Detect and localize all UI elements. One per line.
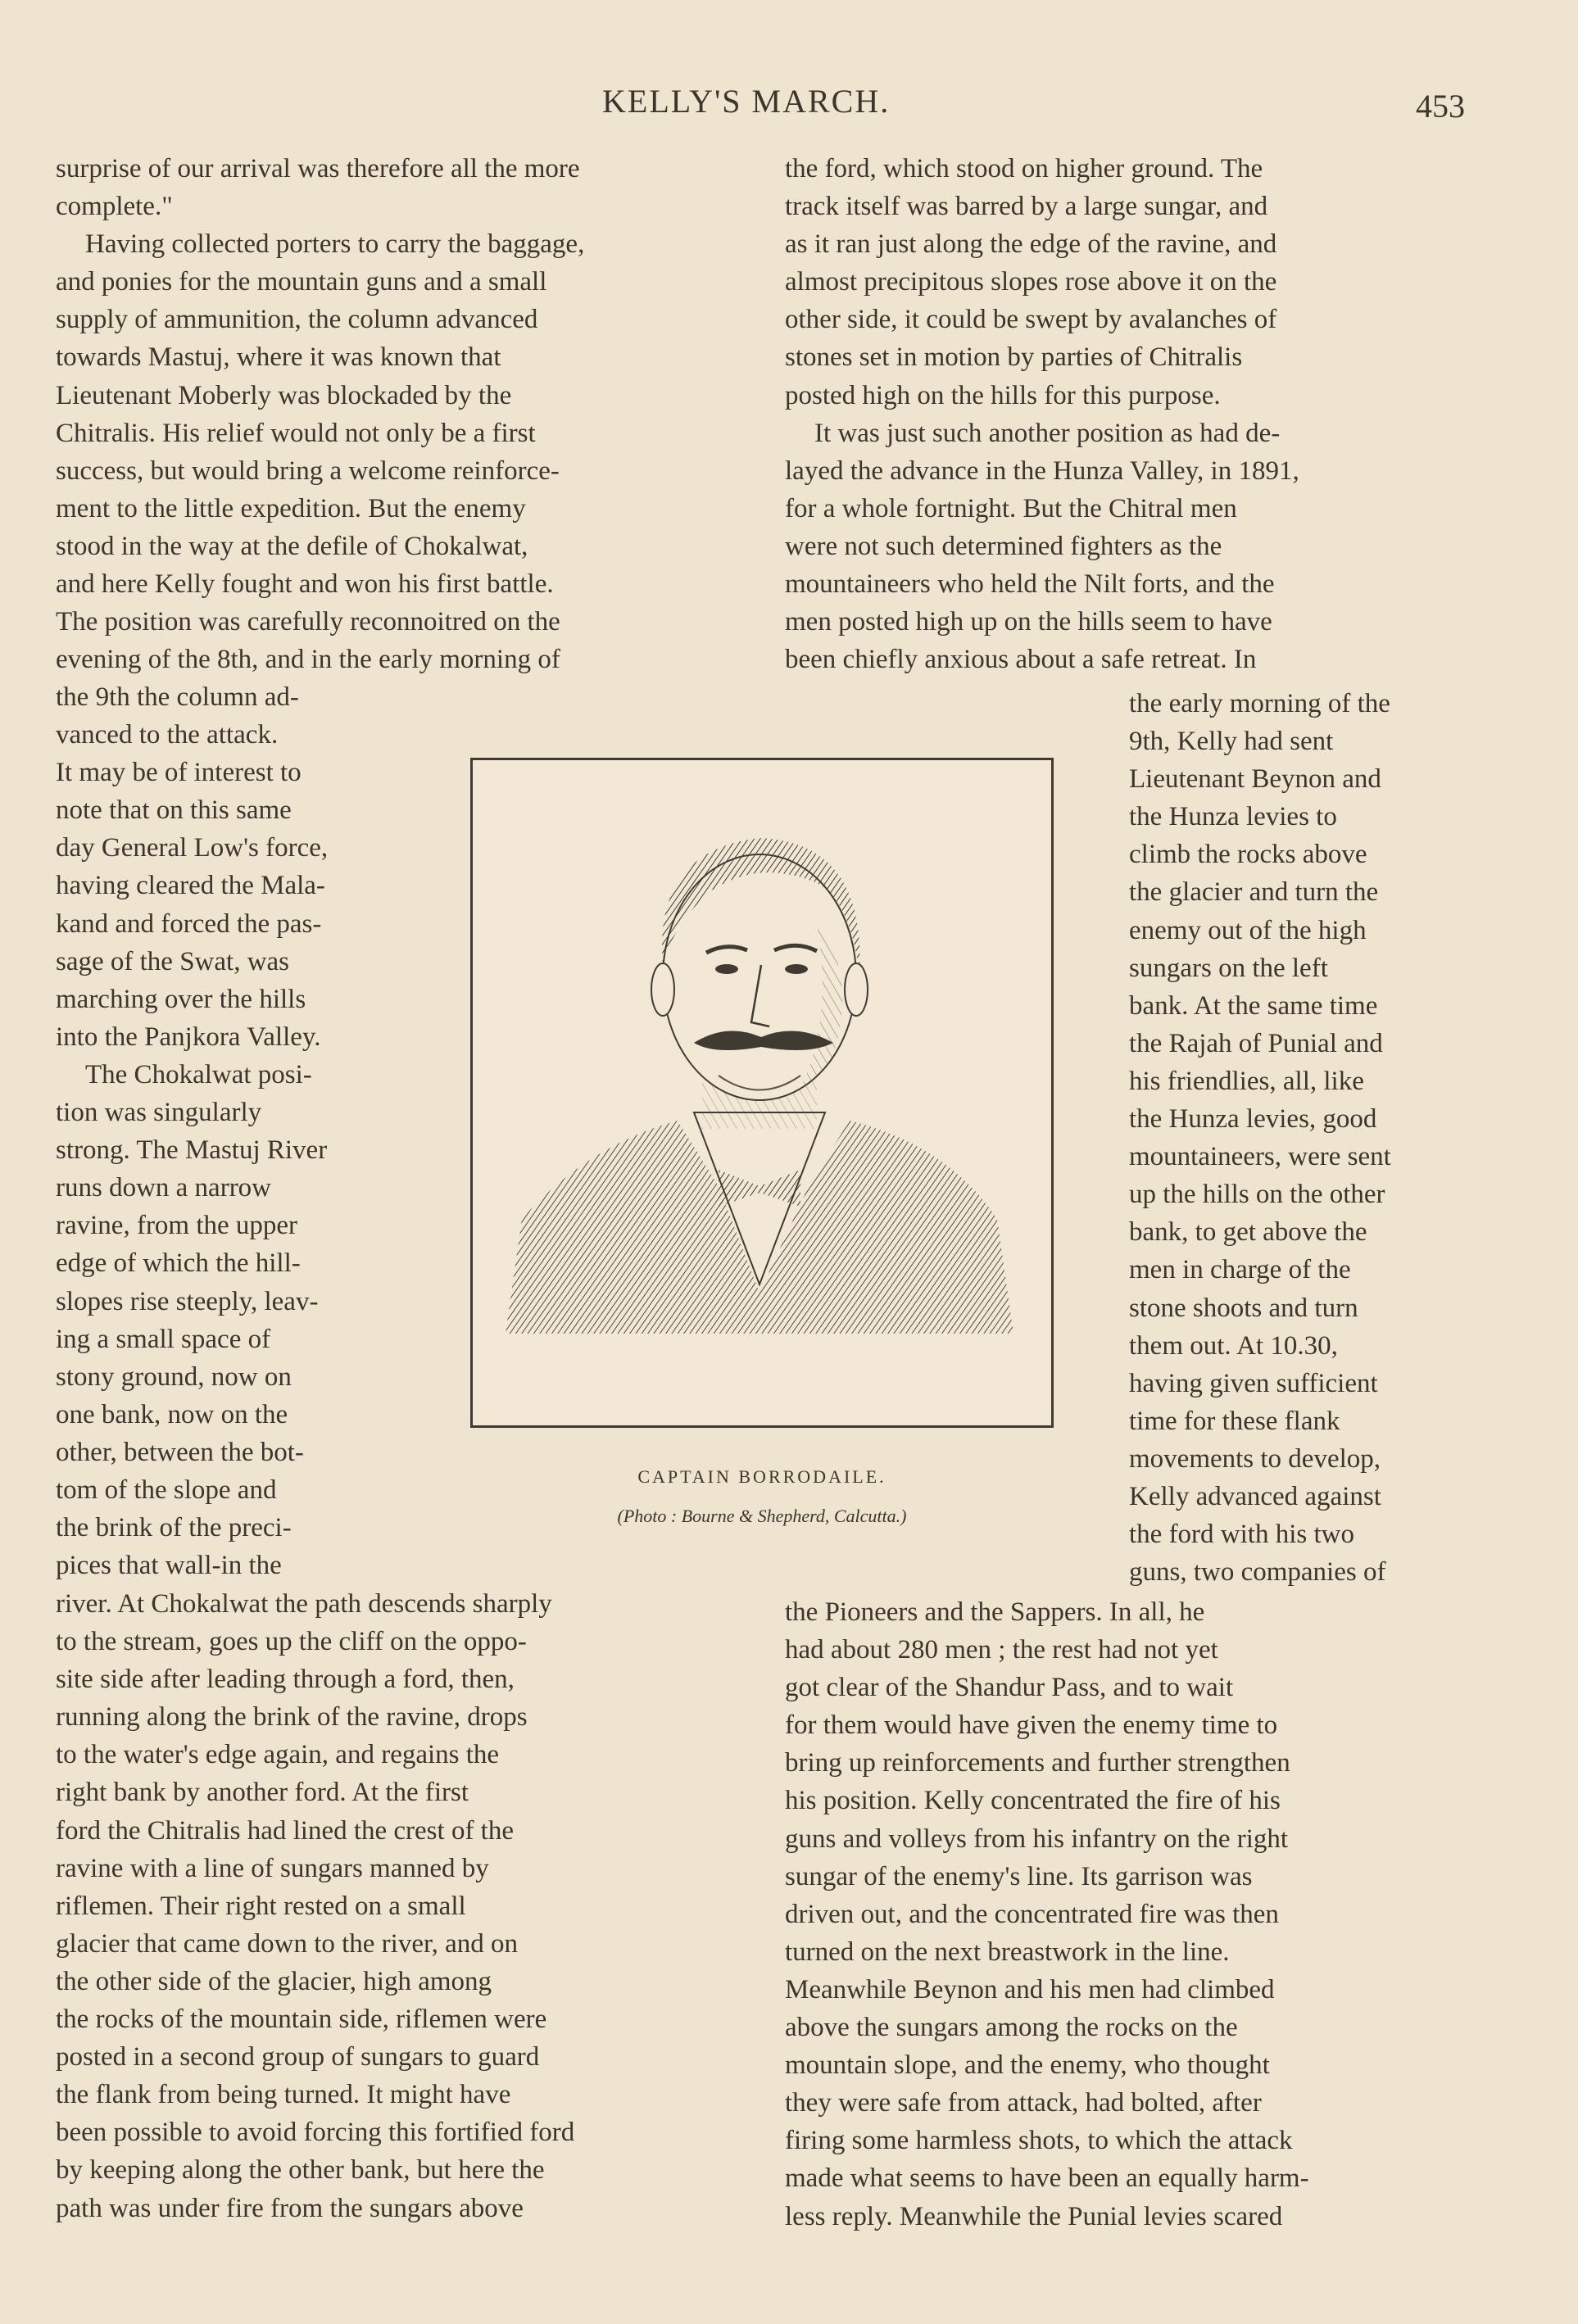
text-line: day General Low's force, [56,833,329,863]
text-line: climb the rocks above [1129,840,1367,870]
text-line: movements to develop, [1129,1443,1381,1474]
text-line: ford the Chitralis had lined the crest of the [56,1815,515,1846]
text-line: mountain slope, and the enemy, who thought [785,2050,1270,2081]
text-line: sungars on the left [1129,953,1328,983]
text-line: into the Panjkora Valley. [56,1022,321,1052]
text-line: less reply. Meanwhile the Punial levies scared [785,2201,1283,2231]
text-line: above the sungars among the rocks on the [785,2013,1238,2043]
right-column-bottom [785,1593,1483,2236]
text-line: bring up reinforcements and further strengthen [785,1748,1290,1778]
text-line: his position. Kelly concentrated the fire of his [785,1786,1281,1816]
text-line: the brink of the preci- [56,1513,292,1543]
text-line: stood in the way at the defile of Chokalwat, [56,531,528,561]
text-line: almost precipitous slopes rose above it on the [785,267,1277,297]
right-column-top [785,150,1483,678]
text-line: up the hills on the other [1129,1180,1385,1210]
text-line: towards Mastuj, where it was known that [56,342,501,373]
text-line: The Chokalwat posi- [85,1059,312,1090]
text-line: ravine, from the upper [56,1211,298,1241]
text-line: The position was carefully reconnoitred on the [56,607,560,637]
text-line: ravine with a line of sungars manned by [56,1853,489,1883]
portrait-engraving [473,760,1051,1425]
text-line: tion was singularly [56,1098,262,1128]
text-line: complete." [56,192,173,222]
text-line: Lieutenant Moberly was blockaded by the [56,380,512,410]
text-line: the rocks of the mountain side, riflemen were [56,2005,547,2035]
text-line: bank. At the same time [1129,990,1378,1021]
text-line: they were safe from attack, had bolted, after [785,2088,1262,2118]
text-line: Lieutenant Beynon and [1129,764,1381,795]
text-line: for a whole fortnight. But the Chitral men [785,493,1237,523]
figure-caption: CAPTAIN BORRODAILE. [637,1466,886,1487]
text-line: ment to the little expedition. But the enemy [56,493,526,523]
text-line: running along the brink of the ravine, drops [56,1702,528,1733]
text-line: men posted high up on the hills seem to have [785,607,1272,637]
text-line: riflemen. Their right rested on a small [56,1891,466,1921]
text-line: Having collected porters to carry the baggage, [85,229,585,260]
text-line: mountaineers, were sent [1129,1142,1391,1172]
text-line: sage of the Swat, was [56,946,290,976]
left-column-top [56,150,744,678]
text-line: had about 280 men ; the rest had not yet [785,1635,1218,1665]
text-line: his friendlies, all, like [1129,1066,1364,1096]
text-line: site side after leading through a ford, then, [56,1665,515,1695]
text-line: ing a small space of [56,1324,271,1354]
text-line: stones set in motion by parties of Chitralis [785,342,1243,373]
text-line: time for these flank [1129,1406,1340,1436]
text-line: layed the advance in the Hunza Valley, in 1891, [785,455,1299,486]
text-line: the other side of the glacier, high among [56,1966,492,1996]
text-line: tom of the slope and [56,1475,277,1505]
text-line: been possible to avoid forcing this fortified ford [56,2118,575,2148]
text-line: got clear of the Shandur Pass, and to wait [785,1673,1234,1703]
text-line: sungar of the enemy's line. Its garrison was [785,1861,1253,1891]
text-line: the glacier and turn the [1129,877,1379,908]
text-line: edge of which the hill- [56,1248,301,1279]
text-line: the ford with his two [1129,1520,1354,1550]
text-line: 9th, Kelly had sent [1129,727,1334,757]
text-line: men in charge of the [1129,1255,1351,1285]
text-line: river. At Chokalwat the path descends sharply [56,1589,552,1619]
text-line: strong. The Mastuj River [56,1135,328,1166]
text-line: as it ran just along the edge of the ravine, and [785,229,1277,260]
text-line: supply of ammunition, the column advanced [56,305,538,335]
text-line: vanced to the attack. [56,720,279,750]
text-line: made what seems to have been an equally harm- [785,2163,1309,2194]
text-line: turned on the next breastwork in the line. [785,1937,1230,1967]
text-line: Kelly advanced against [1129,1481,1381,1511]
text-line: track itself was barred by a large sungar, and [785,192,1268,222]
text-line: evening of the 8th, and in the early morning of [56,645,560,675]
text-line: note that on this same [56,795,292,826]
text-line: driven out, and the concentrated fire was then [785,1899,1279,1929]
text-line: by keeping along the other bank, but here the [56,2155,545,2186]
text-line: to the stream, goes up the cliff on the oppo- [56,1627,527,1657]
text-line: path was under fire from the sungars above [56,2193,524,2223]
text-line: enemy out of the high [1129,915,1367,945]
text-line: marching over the hills [56,984,306,1014]
left-column-bottom [56,1585,744,2227]
figure-credit: (Photo : Bourne & Shepherd, Calcutta.) [617,1506,907,1526]
text-line: the Pioneers and the Sappers. In all, he [785,1597,1205,1627]
text-line: posted high on the hills for this purpose. [785,380,1221,410]
text-line: the Hunza levies, good [1129,1104,1377,1135]
text-line: them out. At 10.30, [1129,1330,1338,1361]
text-line: pices that wall-in the [56,1551,282,1581]
text-line: the 9th the column ad- [56,682,299,712]
text-line: the early morning of the [1129,689,1390,718]
text-line: having given sufficient [1129,1368,1378,1398]
text-line: stony ground, now on [56,1361,292,1392]
text-line: It may be of interest to [56,758,302,788]
text-line: posted in a second group of sungars to guard [56,2042,540,2073]
text-line: and here Kelly fought and won his first battle. [56,569,554,600]
text-line: been chiefly anxious about a safe retreat. In [785,645,1257,675]
text-line: surprise of our arrival was therefore all the more [56,154,580,183]
text-line: having cleared the Mala- [56,871,325,901]
text-line: guns and volleys from his infantry on the right [785,1823,1289,1854]
text-line: bank, to get above the [1129,1217,1367,1248]
text-line: and ponies for the mountain guns and a small [56,267,547,297]
text-line: runs down a narrow [56,1173,272,1203]
text-line: kand and forced the pas- [56,908,322,939]
running-title: KELLY'S MARCH. [602,83,891,120]
text-line: the ford, which stood on higher ground. The [785,154,1263,183]
text-line: the Hunza levies to [1129,802,1337,832]
text-line: right bank by another ford. At the first [56,1778,469,1808]
text-line: It was just such another position as had de- [814,418,1281,448]
text-line: the Rajah of Punial and [1129,1028,1383,1058]
text-line: glacier that came down to the river, and on [56,1928,519,1959]
text-line: stone shoots and turn [1129,1293,1358,1323]
text-line: mountaineers who held the Nilt forts, and the [785,569,1275,600]
text-line: one bank, now on the [56,1399,288,1429]
running-head [0,82,1578,131]
left-column-narrow [56,678,400,1584]
text-line: slopes rise steeply, leav- [56,1286,319,1316]
text-line: success, but would bring a welcome reinforce- [56,455,560,486]
text-line: Chitralis. His relief would not only be a first [56,418,536,448]
text-line: the flank from being turned. It might have [56,2080,511,2110]
text-line: other, between the bot- [56,1437,304,1467]
text-line: other side, it could be swept by avalanches of [785,305,1277,335]
text-line: guns, two companies of [1129,1557,1386,1588]
text-line: Meanwhile Beynon and his men had climbed [785,1974,1275,2005]
text-line: firing some harmless shots, to which the attack [785,2126,1293,2156]
page-number: 453 [1416,88,1465,125]
text-line: to the water's edge again, and regains the [56,1740,500,1770]
portrait-figure [470,758,1054,1428]
right-column-narrow [1129,685,1483,1591]
text-line: were not such determined fighters as the [785,531,1222,561]
text-line: for them would have given the enemy time to [785,1710,1278,1741]
